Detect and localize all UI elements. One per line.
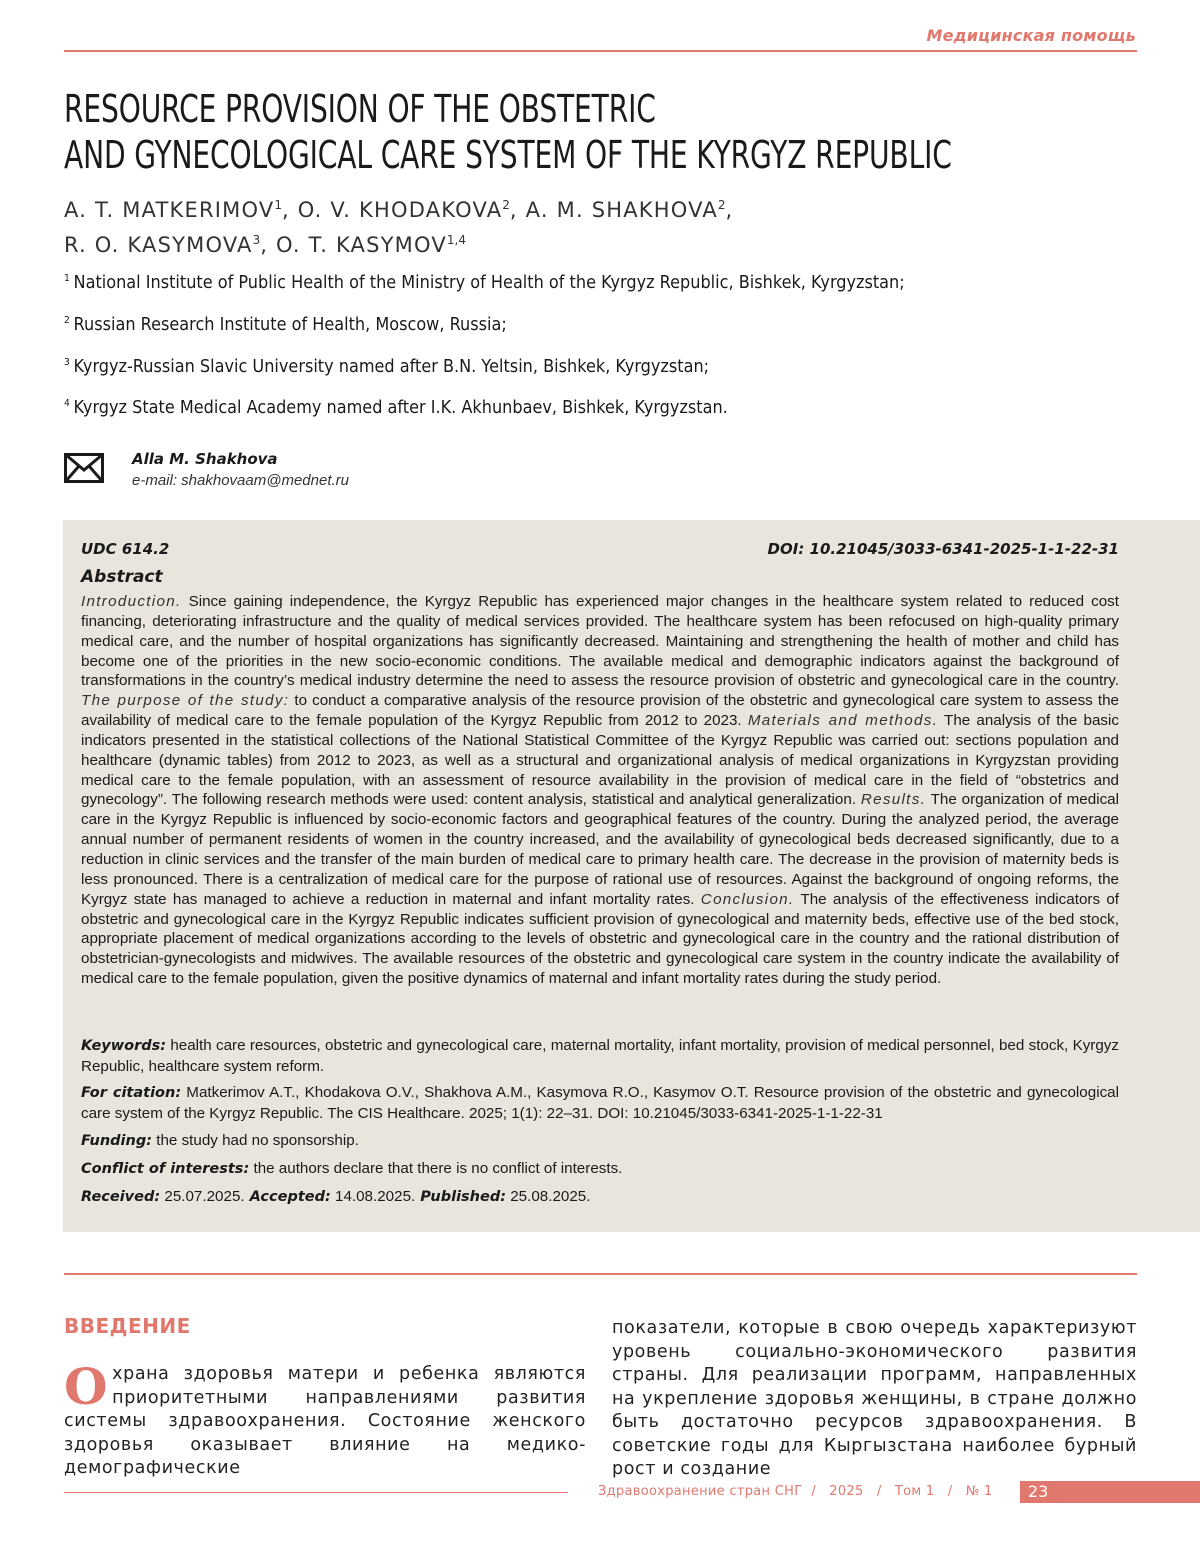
affiliation-2: $^2$ Russian Research Institute of Health, Moscow, Russia; [64, 315, 507, 335]
authors-line-2: R. O. KASYMOVA$^3$, O. T. KASYMOV$^{1,4}$ [64, 233, 467, 257]
affiliation-4: $^4$ Kyrgyz State Medical Academy named after I.K. Akhunbaev, Bishkek, Kyrgyzstan. [64, 398, 728, 418]
citation: For citation: Matkerimov A.T., Khodakova O.V., Shakhova A.M., Kasymova R.O., Kasymov O.T. Resource provision of the obstetric and gynecological care system of the Kyrgyz Republic. The CIS Healthcare. 2025; 1(1): 22–31. DOI: 10.21045/3033-6341-2025-1-1-22-31 [81, 1084, 1119, 1122]
dates: Received: 25.07.2025. Accepted: 14.08.2025. Published: 25.08.2025. [81, 1188, 591, 1205]
author: O. T. KASYMOV [276, 233, 447, 257]
section-divider [64, 1273, 1137, 1275]
keywords: Keywords: health care resources, obstetric and gynecological care, maternal mortality, infant mortality, provision of medical personnel, bed stock, Kyrgyz Republic, healthcare system reform. [81, 1037, 1119, 1075]
doi[interactable]: DOI: 10.21045/3033-6341-2025-1-1-22-31 [767, 540, 1119, 558]
intro-left-column: Охрана здоровья матери и ребенка являются приоритетными направлениями развития системы здравоохранения. Состояние женского здоровья оказывает влияние на медико-демографические [64, 1357, 586, 1478]
footer-journal: Здравоохранение стран СНГ / 2025 / Том 1 / № 1 [598, 1484, 993, 1499]
abstract-text: Introduction. Since gaining independence, the Kyrgyz Republic has experienced major changes in the healthcare system related to reduced cost financing, deteriorating infrastructure and the quality of medical services provided. The healthcare system has been refocused on high-quality primary medical care, and the number of hospital organizations has significantly decreased. Maintaining and strengthening the health of mother and child has become one of the priorities in the new socio-economic conditions. The available medical and demographic indicators against the background of transformations in the country’s medical industry determine the need to assess the resource provision of obstetric and gynecological care in the country. The purpose of the study: to conduct a comparative analysis of the resource provision of the obstetric and gynecological care system to assess the availability of medical care to the female population of the Kyrgyz Republic from 2012 to 2023. Materials and methods. The analysis of the basic indicators presented in the statistical collections of the National Statistical Committee of the Kyrgyz Republic was carried out: sections population and healthcare (dynamic tables) from 2012 to 2023, as well as a structural and organizational analysis of medical organizations in Kyrgyzstan providing medical care to the female population, with an assessment of resource availability in the provision of medical care in the field of “obstetrics and gynecology”. The following research methods were used: content analysis, statistical and analytical generalization. Results. The organization of medical care in the Kyrgyz Republic is influenced by socio-economic factors and geographical features of the country. During the analyzed period, the average annual number of permanent residents of women in the country increased, and the availability of gynecological beds decreased significantly, due to a reduction in clinic services and the transfer of the main burden of medical care to primary health care. The decrease in the provision of maternity beds is less pronounced. There is a centralization of medical care for the purpose of rational use of resources. Against the background of ongoing reforms, the Kyrgyz state has managed to achieve a reduction in maternal and infant mortality rates. Conclusion. The analysis of the effectiveness indicators of obstetric and gynecological care in the Kyrgyz Republic indicates sufficient provision of gynecological and maternity beds, effective use of the bed stock, appropriate placement of medical organizations according to the levels of obstetric and gynecological care in the country and the rational distribution of obstetrician-gynecologists and midwives. The available resources of the obstetric and gynecological care system in the country indicate the availability of medical care to the female population, given the positive dynamics of maternal and infant mortality rates during the study period. [81, 593, 1119, 988]
intro-heading: ВВЕДЕНИЕ [64, 1314, 191, 1338]
conflict-of-interests: Conflict of interests: the authors declare that there is no conflict of interests. [81, 1160, 623, 1177]
page-number: 23 [1020, 1481, 1200, 1503]
affiliation-1: $^1$ National Institute of Public Health of the Ministry of Health of the Kyrgyz Republic, Bishkek, Kyrgyzstan; [64, 273, 905, 293]
authors [64, 190, 733, 260]
author: O. V. KHODAKOVA [297, 198, 503, 222]
funding: Funding: the study had no sponsorship. [81, 1132, 359, 1149]
title-line-2: AND GYNECOLOGICAL CARE SYSTEM OF THE KYRGYZ REPUBLIC [64, 133, 952, 177]
authors-line-1: A. T. MATKERIMOV$^1$, O. V. KHODAKOVA$^2$, A. M. SHAKHOVA$^2$, [64, 198, 734, 222]
author: R. O. KASYMOVA [64, 233, 253, 257]
top-divider [64, 50, 1137, 52]
affiliation-3: $^3$ Kyrgyz-Russian Slavic University named after B.N. Yeltsin, Bishkek, Kyrgyzstan; [64, 357, 710, 377]
author: A. M. SHAKHOVA [525, 198, 718, 222]
intro-right-column: показатели, которые в свою очередь характеризуют уровень социально-экономического развития страны. Для реализации программ, направленных на укрепление здоровья женщины, в стране должно быть достаточно ресурсов здравоохранения. В советские годы для Кыргызстана наиболее бурный рост и создание [612, 1318, 1137, 1479]
title-line-1: RESOURCE PROVISION OF THE OBSTETRIC [64, 87, 656, 131]
section-header: Медицинская помощь [926, 26, 1136, 45]
abstract-heading: Abstract [81, 567, 163, 587]
article-title [64, 86, 1144, 178]
correspondence-name: Alla M. Shakhova [132, 450, 278, 468]
udc-code: UDC 614.2 [81, 540, 170, 558]
envelope-icon [64, 453, 104, 483]
author: A. T. MATKERIMOV [64, 198, 275, 222]
footer-divider [64, 1492, 568, 1493]
drop-cap: О [64, 1357, 109, 1416]
correspondence-email[interactable]: e-mail: shakhovaam@mednet.ru [132, 472, 349, 489]
